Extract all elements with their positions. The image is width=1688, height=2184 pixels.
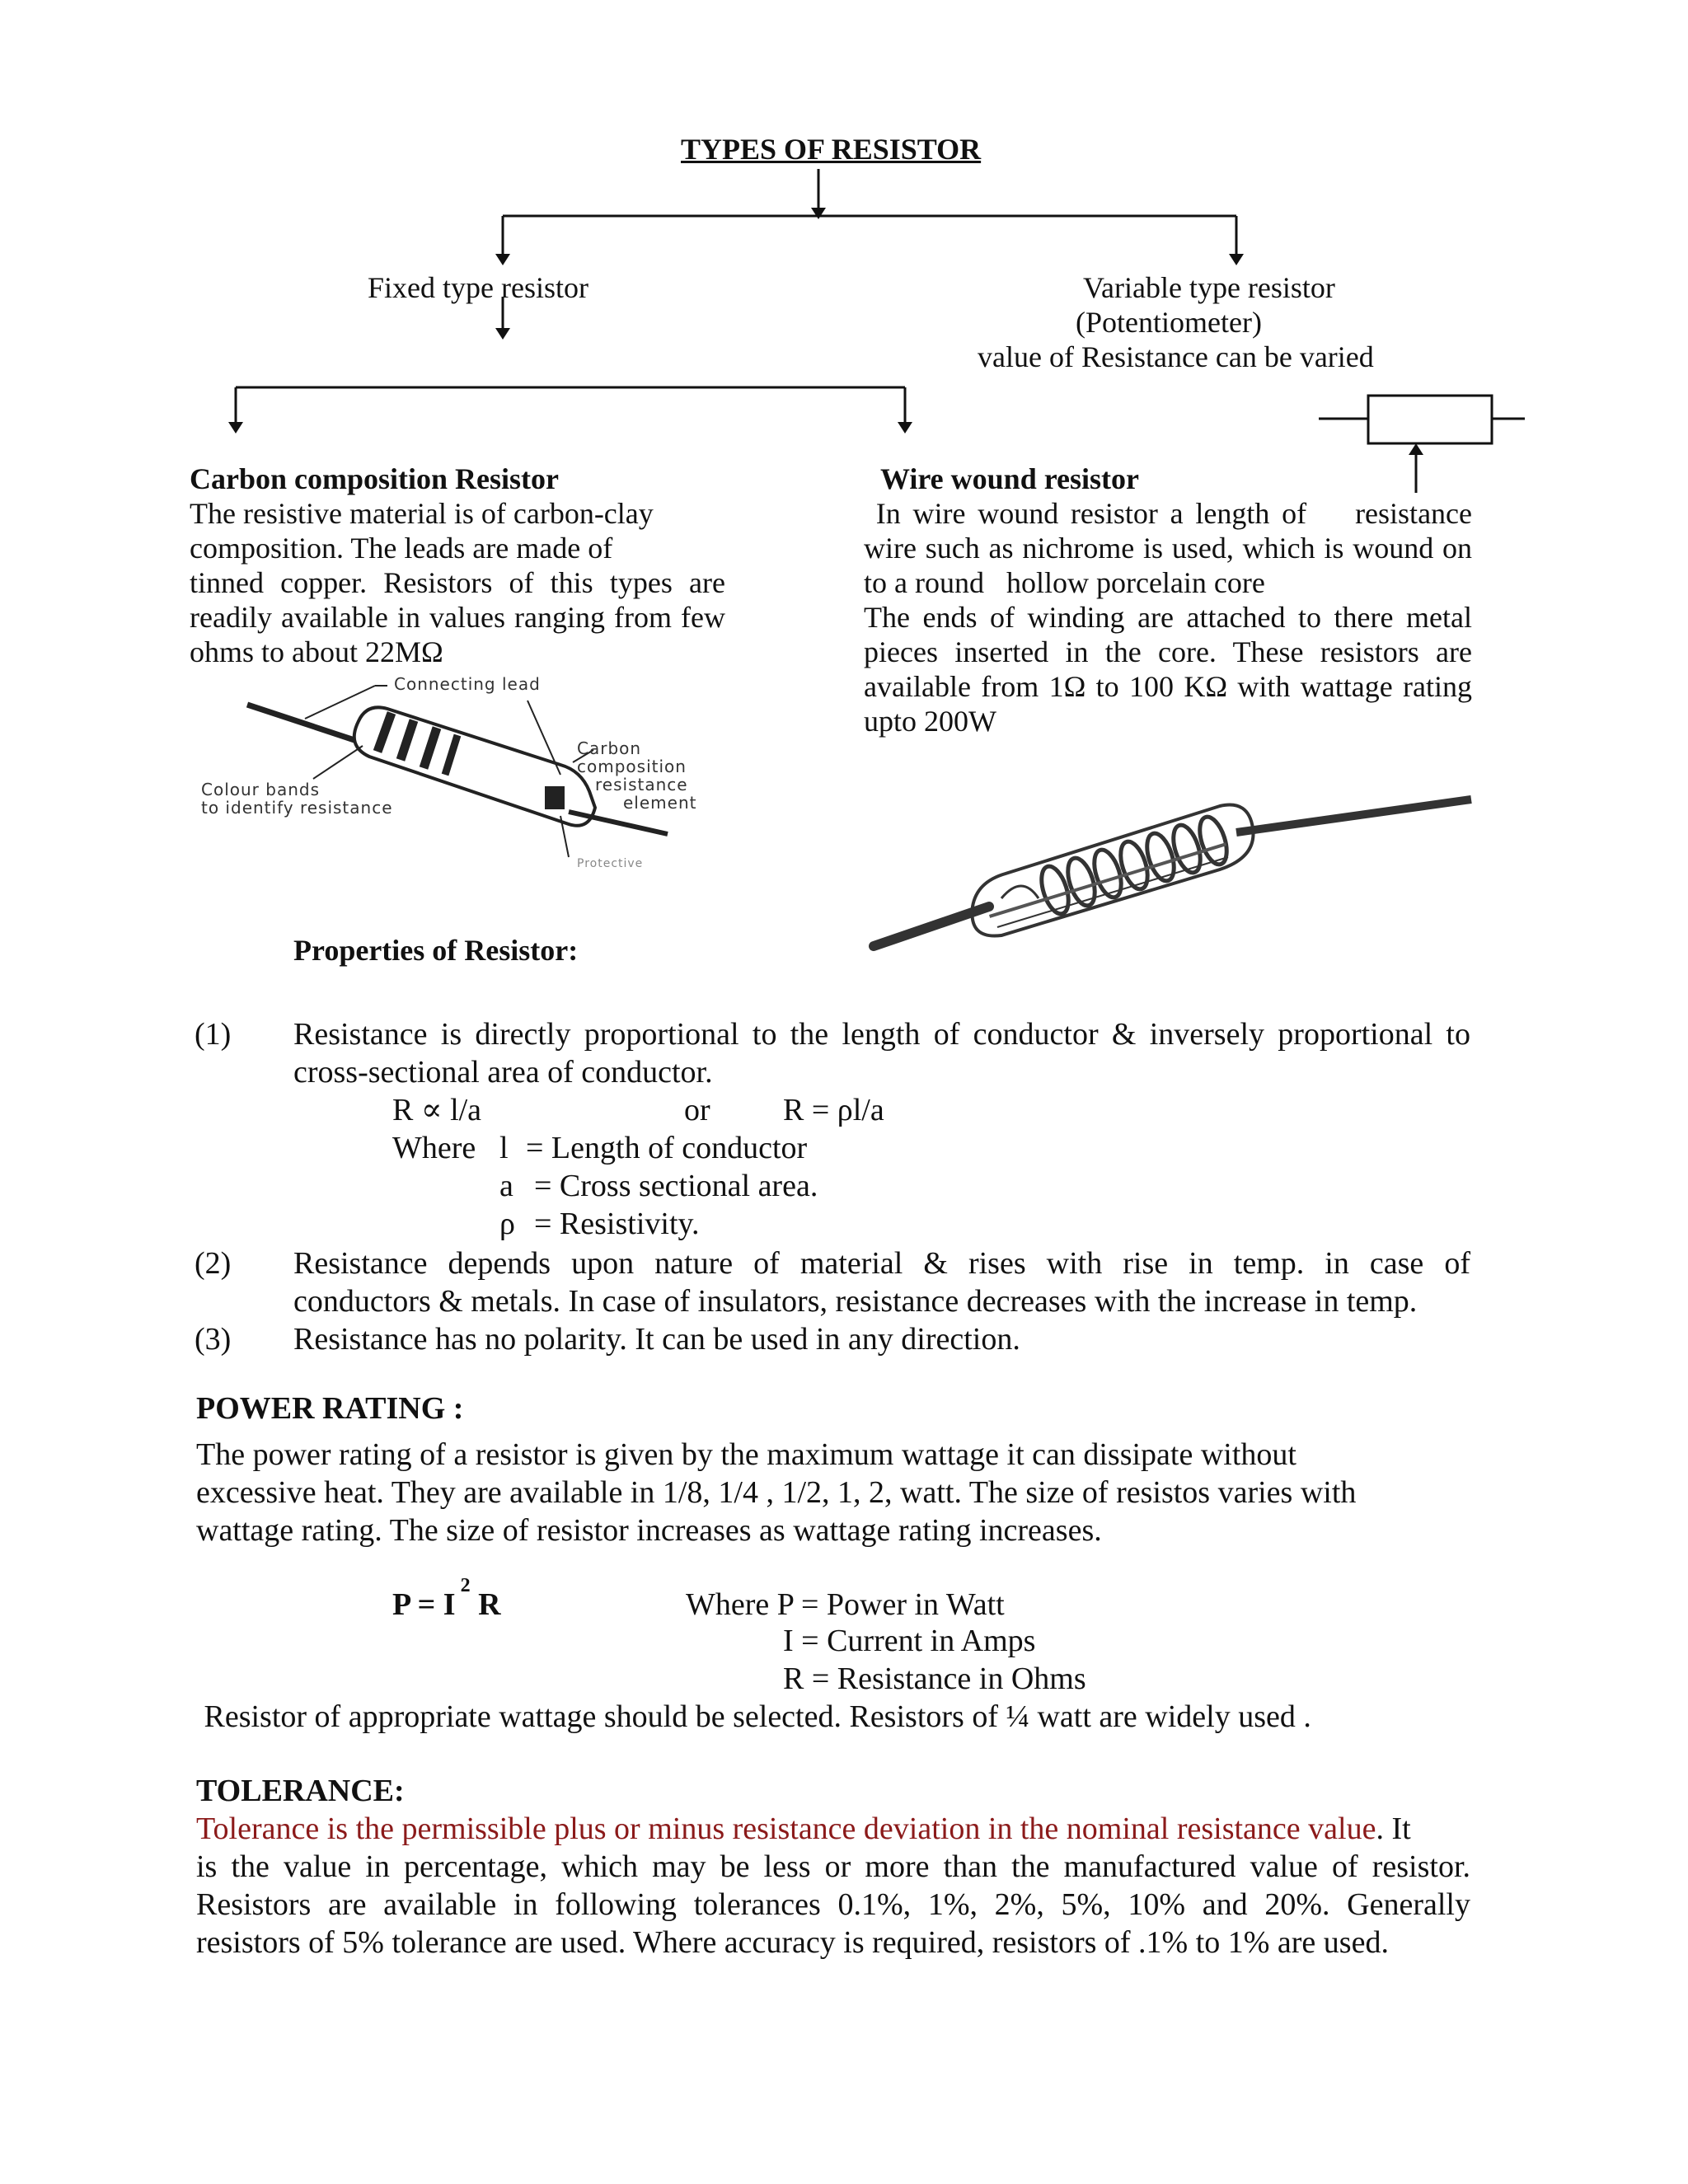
carbon-heading: Carbon composition Resistor: [190, 462, 559, 495]
item-2-number: (2): [195, 1246, 232, 1281]
figure-label-element-3: resistance: [595, 775, 688, 794]
power-formula: [392, 1575, 501, 1624]
formula-proportional: R ∝ l/a: [392, 1093, 482, 1127]
carbon-line-3: tinned copper. Resistors of this types are: [190, 566, 725, 599]
where-power: Where P = Power in Watt: [686, 1587, 1005, 1622]
tolerance-definition: Tolerance is the permissible plus or minus resistance deviation in the nominal resistance value: [196, 1811, 1376, 1846]
wire-line-3: to a round hollow porcelain core: [864, 566, 1265, 599]
power-line-3: wattage rating. The size of resistor increases as wattage rating increases.: [196, 1513, 1102, 1548]
figure-label-element-4: element: [623, 793, 697, 813]
formula-or: or: [684, 1093, 710, 1127]
wire-line-4: The ends of winding are attached to there metal: [864, 601, 1472, 634]
wire-wound-resistor-figure: [0, 0, 1688, 989]
properties-heading: Properties of Resistor:: [293, 934, 579, 967]
definition-a: = Cross sectional area.: [534, 1169, 818, 1203]
item-3-number: (3): [195, 1322, 232, 1357]
definition-l: = Length of conductor: [526, 1131, 808, 1165]
item-2-line-1: Resistance depends upon nature of material & rises with rise in temp. in case of: [293, 1246, 1470, 1281]
formula-resistivity: R = ρl/a: [783, 1093, 884, 1127]
potentiometer-label: (Potentiometer): [1076, 306, 1262, 339]
tolerance-line-1: [196, 1810, 1411, 1848]
symbol-rho: ρ: [499, 1207, 515, 1241]
figure-label-protective: Protective: [577, 857, 644, 867]
carbon-line-2: composition. The leads are made of: [190, 532, 613, 565]
symbol-a: a: [499, 1169, 513, 1203]
formula-r: R: [470, 1587, 501, 1622]
definition-rho: = Resistivity.: [534, 1207, 700, 1241]
figure-label-bands-1: Colour bands: [201, 780, 320, 799]
fixed-type-label: Fixed type resistor: [368, 271, 588, 304]
item-1-line-1: Resistance is directly proportional to the length of conductor & inversely proportional to: [293, 1017, 1470, 1052]
tolerance-line-3: Resistors are available in following tolerances 0.1%, 1%, 2%, 5%, 10% and 20%. Generally: [196, 1887, 1470, 1922]
page-title: TYPES OF RESISTOR: [681, 133, 982, 166]
figure-label-element-2: composition: [577, 757, 687, 776]
tolerance-line-4: resistors of 5% tolerance are used. Where accuracy is required, resistors of .1% to 1% are used.: [196, 1925, 1389, 1960]
carbon-line-1: The resistive material is of carbon-clay: [190, 497, 654, 530]
item-1-line-2: cross-sectional area of conductor.: [293, 1055, 713, 1090]
formula-exponent: 2: [460, 1575, 471, 1597]
figure-label-element-1: Carbon: [577, 738, 642, 758]
item-1-number: (1): [195, 1017, 232, 1052]
symbol-l: l: [499, 1131, 509, 1165]
tolerance-line-1-rest: . It: [1376, 1811, 1411, 1846]
wire-line-5: pieces inserted in the core. These resistors are: [864, 635, 1472, 668]
wire-line-7: upto 200W: [864, 705, 996, 738]
item-3-line-1: Resistance has no polarity. It can be used in any direction.: [293, 1322, 1020, 1357]
item-2-line-2: conductors & metals. In case of insulators, resistance decreases with the increase in temp.: [293, 1284, 1418, 1319]
tolerance-line-2: is the value in percentage, which may be less or more than the manufactured value of resistor.: [196, 1849, 1470, 1884]
carbon-line-4: readily available in values ranging from few: [190, 601, 725, 634]
power-line-2: excessive heat. They are available in 1/8, 1/4 , 1/2, 1, 2, watt. The size of resistos varies with: [196, 1475, 1357, 1510]
tolerance-heading: TOLERANCE:: [196, 1774, 405, 1808]
carbon-line-5: ohms to about 22MΩ: [190, 635, 443, 668]
wire-heading: Wire wound resistor: [880, 462, 1140, 495]
power-line-1: The power rating of a resistor is given by the maximum wattage it can dissipate without: [196, 1437, 1296, 1472]
formula-p: P = I: [392, 1587, 456, 1622]
where-label: Where: [392, 1131, 476, 1165]
figure-label-lead: Connecting lead: [394, 674, 541, 694]
variable-description: value of Resistance can be varied: [978, 340, 1374, 373]
wire-line-2: wire such as nichrome is used, which is wound on: [864, 532, 1472, 565]
where-current: I = Current in Amps: [783, 1624, 1036, 1658]
wire-line-1: In wire wound resistor a length of resistance: [864, 497, 1472, 530]
power-closing: Resistor of appropriate wattage should be selected. Resistors of ¼ watt are widely used .: [196, 1699, 1311, 1734]
where-resistance: R = Resistance in Ohms: [783, 1661, 1086, 1696]
figure-label-bands-2: to identify resistance: [201, 798, 393, 818]
power-heading: POWER RATING :: [196, 1391, 464, 1426]
wire-line-6: available from 1Ω to 100 KΩ with wattage rating: [864, 670, 1472, 703]
variable-type-label: Variable type resistor: [1083, 271, 1335, 304]
